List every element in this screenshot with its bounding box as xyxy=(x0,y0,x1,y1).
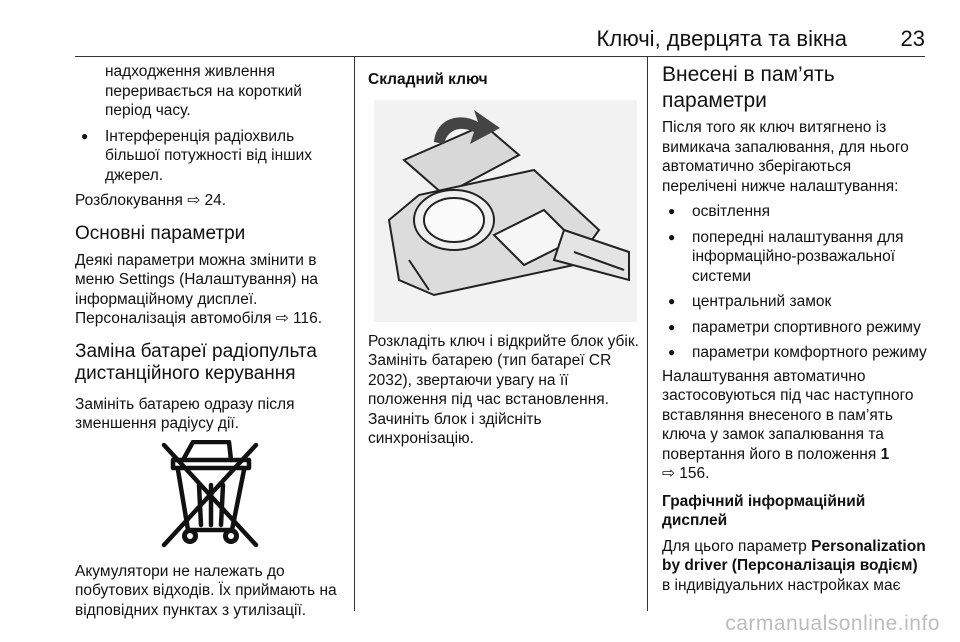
graphic-info-display-heading: Графічний інформаційний дисплей xyxy=(662,492,866,529)
folding-key-illustration xyxy=(374,100,637,322)
personalization-paragraph xyxy=(662,537,930,596)
column-left xyxy=(75,62,347,620)
column-middle xyxy=(368,62,640,449)
bullet-item: ● параметри комфортного режиму xyxy=(662,343,930,363)
crossed-bin-icon xyxy=(161,440,261,550)
auto-apply-text: Налаштування автоматично застосовуються під час наступного вставляння внесеного в пам’ять ключа у замок запалювання та повертання його в положення xyxy=(662,367,914,463)
section-title: Ключі, дверцята та вікна xyxy=(596,26,847,51)
unlock-reference[interactable]: Розблокування ⇨ 24. xyxy=(75,192,227,209)
watermark: carmanualsonline.info xyxy=(725,612,940,635)
bullet-interference: ● Інтерференція радіохвиль більшої потужності від інших джерел. xyxy=(75,127,347,186)
battery-instruction-text: Розкладіть ключ і відкрийте блок убік. Замініть батарею (тип батареї CR 2032), звертаючи увагу на її положення під час встановлення. Зачиніть блок і здійсніть синхронізацію. xyxy=(368,332,639,447)
basic-settings-text: Деякі параметри можна змінити в меню Settings (Налаштування) на інформаційному дисплеї. Персоналізація автомобіля ⇨ 116. xyxy=(75,251,323,327)
saved-settings-heading: Внесені в пам’ять параметри xyxy=(662,63,835,112)
recycling-text: Акумулятори не належать до побутових відходів. Їх приймають на відповідних пунктах з утилізації. xyxy=(75,562,337,619)
saved-settings-intro: Після того як ключ витягнено із вимикача запалювання, для нього автоматично зберігаються перелічені нижче налаштування: xyxy=(662,119,909,195)
column-divider-1 xyxy=(354,56,355,611)
header-rule xyxy=(75,56,925,57)
battery-replacement-heading: Заміна батареї радіопульта дистанційного керування xyxy=(75,340,317,384)
auto-apply-paragraph xyxy=(662,367,930,484)
column-divider-2 xyxy=(647,56,648,611)
continued-text: надходження живлення переривається на короткий період часу. xyxy=(105,63,302,119)
personalization-text-end: в індивідуальних настройках має xyxy=(662,576,901,594)
bullet-item: ● центральний замок xyxy=(662,292,930,312)
bullet-item: ● попередні налаштування для інформаційно-розважальної системи xyxy=(662,228,930,287)
column-right xyxy=(662,62,930,595)
ignition-reference[interactable]: ⇨ 156. xyxy=(662,465,710,482)
key-battery-illustration xyxy=(374,100,637,322)
page-number: 23 xyxy=(900,26,925,51)
personalization-text-start: Для цього параметр xyxy=(662,537,807,555)
folding-key-heading: Складний ключ xyxy=(368,71,488,88)
bullet-item: ● освітлення xyxy=(662,202,930,222)
battery-replacement-text: Замініть батарею одразу після зменшення радіусу дії. xyxy=(75,395,295,432)
page-header xyxy=(75,26,925,56)
ignition-position: 1 xyxy=(880,445,890,463)
bullet-item: ● параметри спортивного режиму xyxy=(662,318,930,338)
basic-settings-heading: Основні параметри xyxy=(75,222,246,244)
personalization-option: Personalization by driver (Персоналізація водієм) xyxy=(662,537,926,574)
